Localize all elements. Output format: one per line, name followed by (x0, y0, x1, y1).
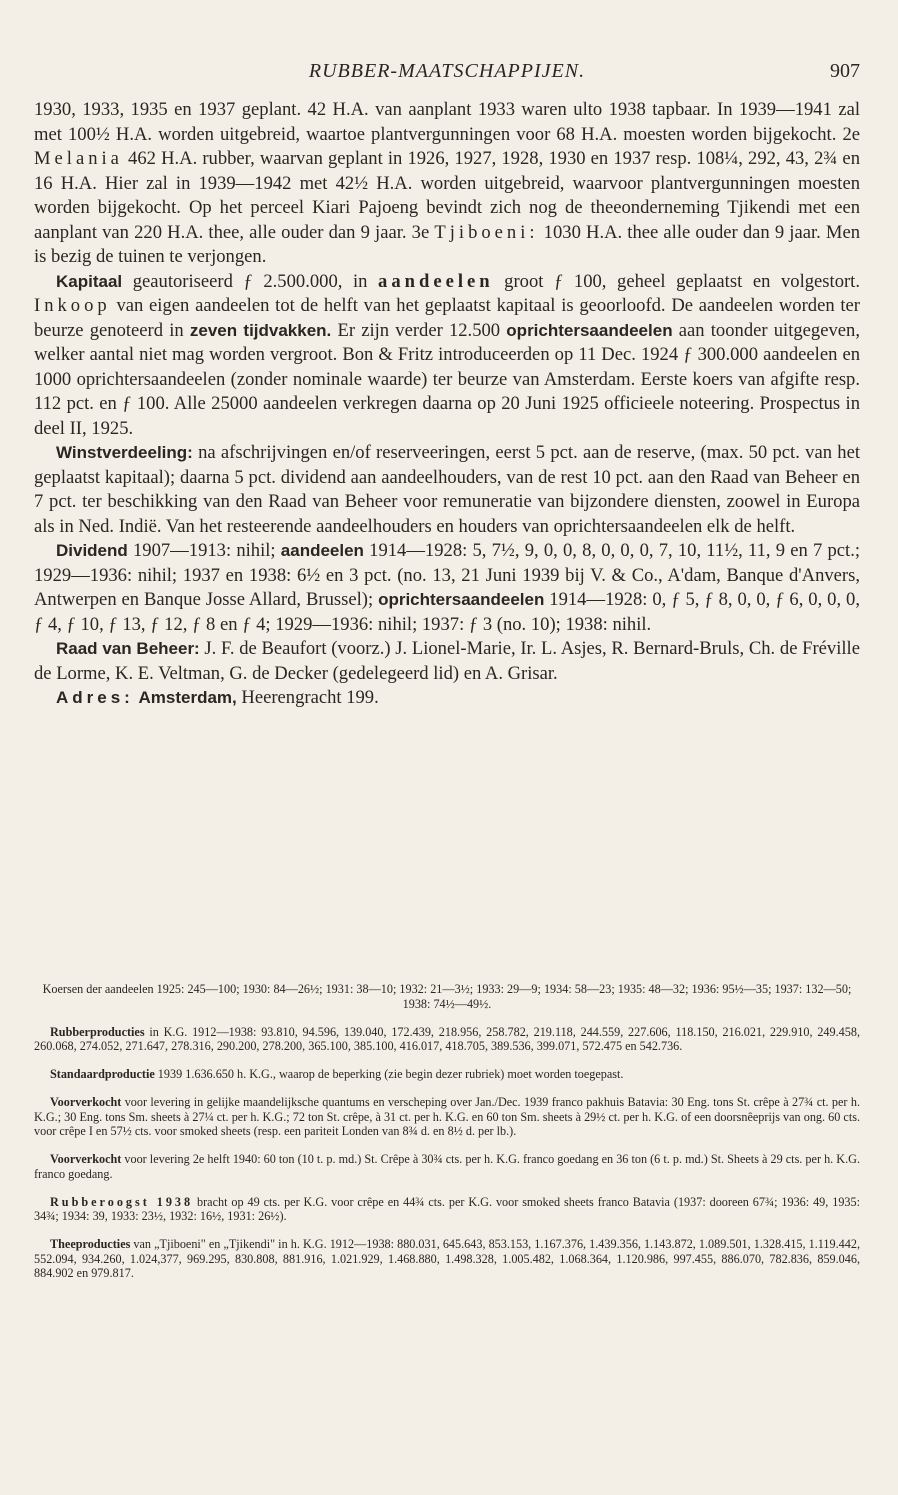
dividend-heading: Dividend (56, 541, 128, 560)
page-number: 907 (830, 60, 860, 82)
main-text (34, 98, 860, 711)
winstverdeeling-heading: Winstverdeeling: (56, 443, 193, 462)
running-title: RUBBER-MAATSCHAPPIJEN. (308, 60, 586, 82)
estate-paragraph: 1930, 1933, 1935 en 1937 geplant. 42 H.A. van aanplant 1933 waren ulto 1938 tapbaar. In 1939—1941 zal met 100½ H.A. worden uitgebreid, waartoe plantvergunningen voor 68 H.A. moesten worden bijgekocht. 2e Melania 462 H.A. rubber, waarvan geplant in 1926, 1927, 1928, 1930 en 1937 resp. 108¼, 292, 43, 2¾ en 16 H.A. Hier zal in 1939—1942 met 42½ H.A. worden uitgebreid, waarvoor plantvergunningen moesten worden bijgekocht. Op het perceel Kiari Pajoeng bevindt zich nog de theeonderneming Tjikendi met een aanplant van 220 H.A. thee, alle ouder dan 9 jaar. 3e Tjiboeni: 1030 H.A. thee alle ouder dan 9 jaar. Men is bezig de tuinen te verjongen. (34, 99, 860, 267)
rubberoogst-note: Rubberoogst 1938 bracht op 49 cts. per K.G. voor crêpe en 44¾ cts. per K.G. voor smoked sheets franco Batavia (1937: dooreen 67¾; 1936: 49, 1935: 34¾; 1934: 39, 1933: 23½, 1932: 16½, 1931: 26½). (34, 1194, 860, 1223)
dividend-paragraph: Dividend 1907—1913: nihil; aandeelen 1914—1928: 5, 7½, 9, 0, 0, 8, 0, 0, 0, 7, 10, 11½, 11, 9 en 7 pct.; 1929—1936: nihil; 1937 en 1938: 6½ en 3 pct. (no. 13, 21 Juni 1939 bij V. & Co., A'dam, Banque d'Anvers, Antwerpen en Banque Josse Allard, Brussel); oprichtersaandeelen 1914—1928: 0, ƒ 5, ƒ 8, 0, 0, ƒ 6, 0, 0, 0, ƒ 4, ƒ 10, ƒ 13, ƒ 12, ƒ 8 en ƒ 4; 1929—1936: nihil; 1937: ƒ 3 (no. 10); 1938: nihil. (34, 540, 861, 635)
koersen-note: Koersen der aandeelen 1925: 245—100; 1930: 84—26½; 1931: 38—10; 1932: 21—3½; 1933: 29—9; 1934: 58—23; 1935: 48—32; 1936: 95½—35; 1937: 132—50; 1938: 74½—49½. (42, 982, 852, 1011)
voorverkocht-note-2: Voorverkocht voor levering 2e helft 1940: 60 ton (10 t. p. md.) St. Crêpe à 30¾ cts. per h. K.G. franco goedang en 36 ton (6 t. p. md.) St. Sheets à 29 cts. per h. K.G. franco goedang. (34, 1152, 860, 1181)
raad-paragraph: Raad van Beheer: J. F. de Beaufort (voorz.) J. Lionel-Marie, Ir. L. Asjes, R. Bernard-Bruls, Ch. de Fréville de Lorme, K. E. Veltman, G. de Decker (gedelegeerd lid) en A. Grisar. (34, 638, 860, 684)
rubberproducties-note: Rubberproducties in K.G. 1912—1938: 93.810, 94.596, 139.040, 172.439, 218.956, 258.782, 219.118, 244.559, 227.606, 118.150, 216.021, 229.910, 249.458, 260.068, 274.052, 271.647, 278.316, 290.200, 278.200, 365.100, 385.100, 416.017, 418.705, 389.536, 399.071, 572.475 en 542.736. (34, 1024, 860, 1053)
adres-heading: Adres: (56, 688, 134, 707)
page-header (34, 60, 860, 90)
raad-heading: Raad van Beheer: (56, 639, 200, 658)
kapitaal-heading: Kapitaal (56, 271, 123, 291)
standaardproductie-note: Standaardproductie 1939 1.636.650 h. K.G., waarop de beperking (zie begin dezer rubriek) moet worden toegepast. (50, 1067, 624, 1081)
adres-paragraph: Adres: Amsterdam, Heerengracht 199. (56, 687, 379, 708)
footnotes (34, 982, 860, 1294)
winstverdeeling-paragraph: Winstverdeeling: na afschrijvingen en/of reserveeringen, eerst 5 pct. aan de reserve, (max. 50 pct. van het geplaatst kapitaal); daarna 5 pct. dividend aan aandeelhouders, van de rest 10 pct. aan den Raad van Beheer en 7 pct. ter beschikking van den Raad van Beheer voor remuneratie van bijzondere diensten, zoowel in Europa als in Ned. Indië. Van het resteerende aandeelhouders en houders van oprichtersaandeelen elk de helft. (34, 442, 860, 537)
voorverkocht-note-1: Voorverkocht voor levering in gelijke maandelijksche quantums en verscheping over Jan./Dec. 1939 franco pakhuis Batavia: 30 Eng. tons St. crêpe à 27¾ ct. per h. K.G.; 30 Eng. tons Sm. sheets à 27¼ ct. per h. K.G.; 72 ton St. crêpe, à 31 ct. per h. K.G. en 60 ton Sm. sheets à 29½ ct. per h. K.G. of een doorsnêeprijs van ong. 60 cts. voor crêpe I en 57½ cts. voor smoked sheets (resp. een pariteit Londen van 8¾ d. en 8½ d. per lb.). (34, 1095, 860, 1138)
kapitaal-paragraph: Kapitaal geautoriseerd ƒ 2.500.000, in aandeelen groot ƒ 100, geheel geplaatst en volgestort. Inkoop van eigen aandeelen tot de helft van het geplaatst kapitaal is geoorloofd. De aandeelen worden ter beurze genoteerd in zeven tijdvakken. Er zijn verder 12.500 oprichtersaandeelen aan toonder uitgegeven, welker aantal niet mag worden vergroot. Bon & Fritz introduceerden op 11 Dec. 1924 ƒ 300.000 aandeelen en 1000 oprichtersaandeelen (zonder nominale waarde) ter beurze van Amsterdam. Eerste koers van afgifte resp. 112 pct. en ƒ 100. Alle 25000 aandeelen verkregen daarna op 20 Juni 1925 officieele noteering. Prospectus in deel II, 1925. (34, 270, 860, 439)
theeproducties-note: Theeproducties van „Tjiboeni" en „Tjikendi" in h. K.G. 1912—1938: 880.031, 645.643, 853.153, 1.167.376, 1.439.356, 1.143.872, 1.089.501, 1.328.415, 1.119.442, 552.094, 934.260, 1.024,377, 969.295, 830.808, 881.916, 1.021.929, 1.468.880, 1.498.328, 1.005.482, 1.068.364, 1.120.986, 997.455, 886.070, 782.836, 859.046, 884.902 en 979.817. (34, 1237, 860, 1280)
